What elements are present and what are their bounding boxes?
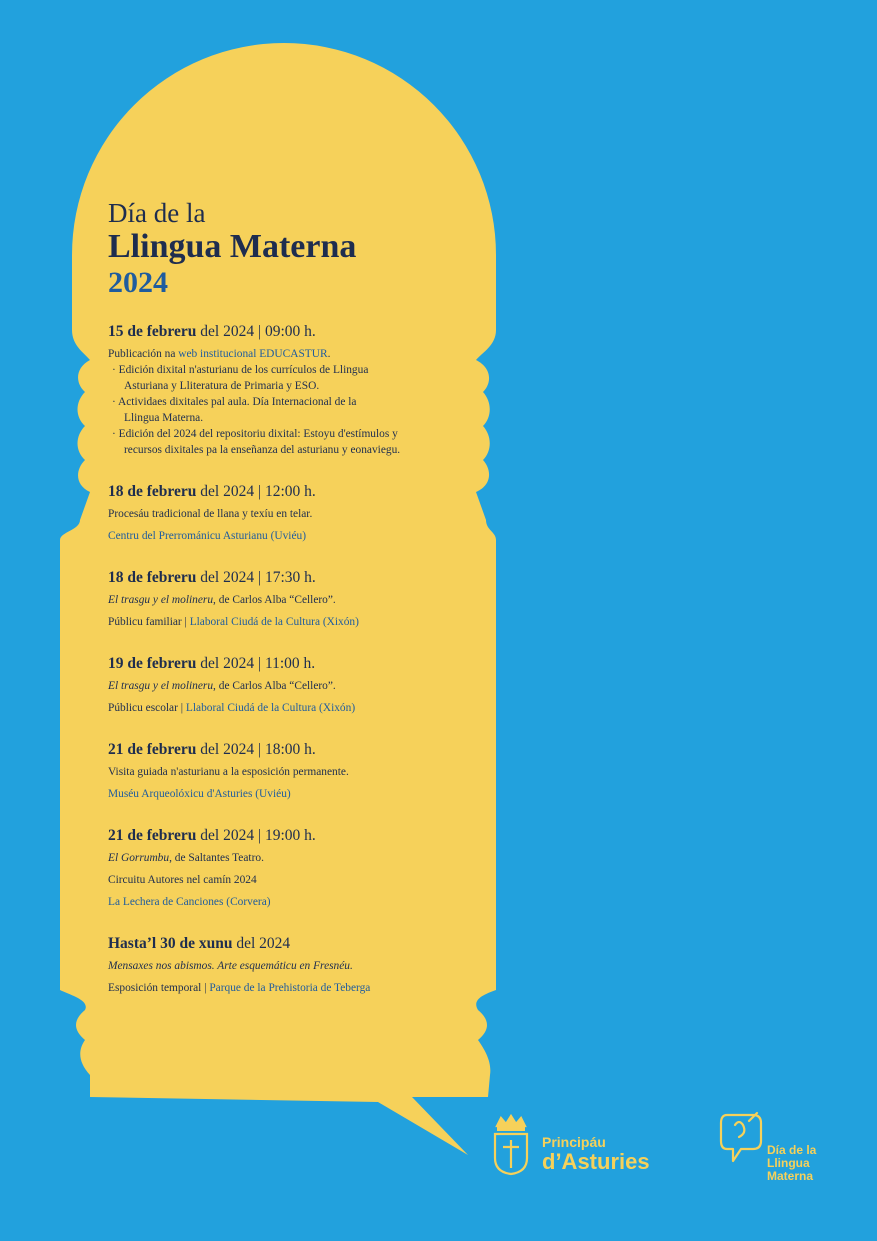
bullet-item-cont: Llingua Materna.	[124, 412, 204, 424]
event-date: 19 de febreru del 2024 | 11:00 h.	[108, 655, 316, 672]
event-date: 21 de febreru del 2024 | 19:00 h.	[108, 827, 316, 844]
event-title: El trasgu y el molineru, de Carlos Alba “Cellero”.	[108, 680, 336, 692]
event-audience-place: Esposición temporal | Parque de la Prehistoria de Teberga	[108, 982, 371, 994]
event-title: El trasgu y el molineru, de Carlos Alba “Cellero”.	[108, 594, 336, 606]
event-item	[108, 740, 458, 802]
coat-of-arms-icon	[491, 1114, 531, 1176]
event-date: 18 de febreru del 2024 | 12:00 h.	[108, 483, 316, 500]
title-year: 2024	[108, 266, 168, 299]
event-item	[108, 934, 458, 996]
dia-llingua-logo-text: Día de la Llingua Materna	[767, 1143, 817, 1183]
educastur-link[interactable]: web institucional EDUCASTUR	[178, 348, 328, 360]
event-title: El Gorrumbu, de Saltantes Teatro.	[108, 852, 264, 864]
bullet-item-cont: recursos dixitales pa la enseñanza del asturianu y eonaviegu.	[124, 444, 401, 456]
principau-logo-text: Principáu d’Asturies	[542, 1134, 650, 1174]
event-item	[108, 826, 458, 910]
event-place: La Lechera de Canciones (Corvera)	[108, 896, 271, 908]
event-description: Procesáu tradicional de llana y texíu en telar.	[108, 508, 313, 520]
bullet-item: · Edición dixital n'asturianu de los currículos de Llingua	[112, 364, 369, 376]
event-list	[108, 198, 458, 1020]
event-item	[108, 482, 458, 544]
bullet-item: · Edición del 2024 del repositoriu dixital: Estoyu d'estímulos y	[112, 428, 398, 440]
event-date: 21 de febreru del 2024 | 18:00 h.	[108, 741, 316, 758]
event-description: Visita guiada n'asturianu a la esposición permanente.	[108, 766, 349, 778]
event-place: Centru del Prerrománicu Asturianu (Uviéu)	[108, 530, 307, 542]
event-item	[108, 322, 458, 458]
event-date: Hasta’l 30 de xunu del 2024	[108, 935, 291, 952]
event-audience-place: Públicu familiar | Llaboral Ciudá de la Cultura (Xixón)	[108, 616, 359, 628]
event-date: 15 de febreru del 2024 | 09:00 h.	[108, 323, 316, 340]
event-item	[108, 568, 458, 630]
bullet-item: · Actividaes dixitales pal aula. Día Internacional de la	[112, 396, 357, 408]
event-audience-place: Públicu escolar | Llaboral Ciudá de la Cultura (Xixón)	[108, 702, 356, 714]
bullet-item-cont: Asturiana y Lliteratura de Primaria y ESO.	[124, 380, 320, 392]
event-date: 18 de febreru del 2024 | 17:30 h.	[108, 569, 316, 586]
title-line-1: Día de la	[108, 198, 206, 228]
event-item	[108, 654, 458, 716]
title-line-2: Llingua Materna	[108, 228, 357, 265]
event-intro: Publicación na web institucional EDUCASTUR.	[108, 348, 331, 360]
event-place: Muséu Arqueolóxicu d'Asturies (Uviéu)	[108, 788, 291, 800]
event-extra: Circuitu Autores nel camín 2024	[108, 874, 257, 886]
event-title: Mensaxes nos abismos. Arte esquemáticu en Fresnéu.	[108, 960, 353, 972]
speech-bubble-logo-icon	[719, 1111, 765, 1167]
